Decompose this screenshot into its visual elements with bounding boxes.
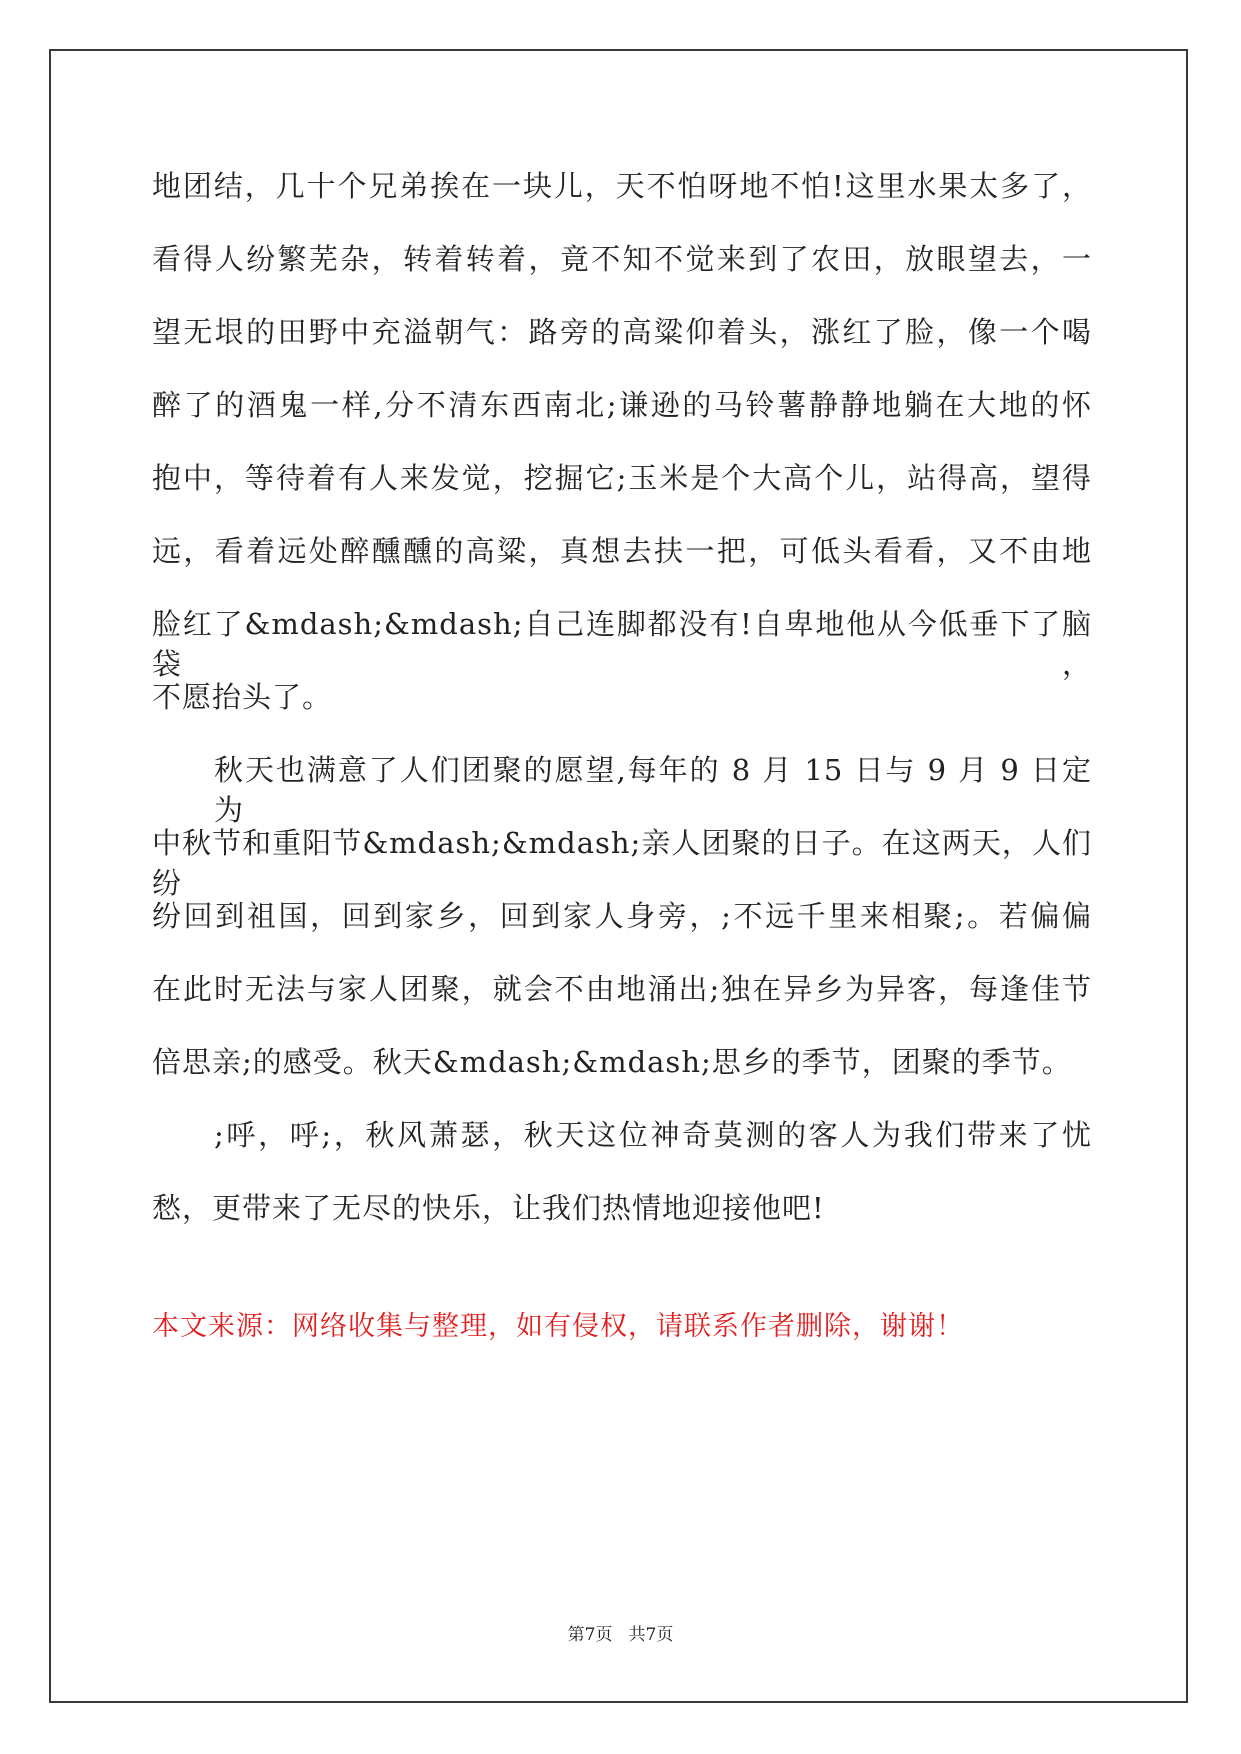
paragraph-line: 不愿抬头了。 — [152, 680, 333, 714]
paragraph-line: 脸红了&mdash;&mdash;自己连脚都没有!自卑地他从今低垂下了脑袋， — [152, 607, 1092, 681]
paragraph-line: 醉了的酒鬼一样,分不清东西南北;谦逊的马铃薯静静地躺在大地的怀 — [152, 388, 1092, 422]
paragraph-line: ;呼，呼;，秋风萧瑟，秋天这位神奇莫测的客人为我们带来了忧 — [214, 1118, 1092, 1152]
paragraph-line: 倍思亲;的感受。秋天&mdash;&mdash;思乡的季节，团聚的季节。 — [152, 1045, 1072, 1079]
paragraph-line: 秋天也满意了人们团聚的愿望,每年的 8 月 15 日与 9 月 9 日定为 — [214, 753, 1092, 827]
paragraph-line: 纷回到祖国，回到家乡，回到家人身旁，;不远千里来相聚;。若偏偏 — [152, 899, 1092, 933]
paragraph-line: 中秋节和重阳节&mdash;&mdash;亲人团聚的日子。在这两天，人们纷 — [152, 826, 1092, 900]
source-note: 本文来源：网络收集与整理，如有侵权，请联系作者删除，谢谢！ — [152, 1311, 964, 1342]
paragraph-line: 抱中，等待着有人来发觉，挖掘它;玉米是个大高个儿，站得高，望得 — [152, 461, 1092, 495]
paragraph-line: 在此时无法与家人团聚，就会不由地涌出;独在异乡为异客，每逢佳节 — [152, 972, 1092, 1006]
paragraph-line: 看得人纷繁芜杂，转着转着，竟不知不觉来到了农田，放眼望去，一 — [152, 242, 1092, 276]
paragraph-line: 望无垠的田野中充溢朝气：路旁的高粱仰着头，涨红了脸，像一个喝 — [152, 315, 1092, 349]
paragraph-line: 愁，更带来了无尽的快乐，让我们热情地迎接他吧! — [152, 1191, 825, 1225]
page-footer — [0, 1620, 1241, 1645]
page-total: 共7页 — [628, 1625, 674, 1645]
page-border — [49, 49, 1188, 1703]
page-number: 第7页 — [567, 1625, 613, 1645]
paragraph-line: 地团结，几十个兄弟挨在一块儿，天不怕呀地不怕!这里水果太多了， — [152, 169, 1092, 203]
paragraph-line: 远，看着远处醉醺醺的高粱，真想去扶一把，可低头看看，又不由地 — [152, 534, 1092, 568]
